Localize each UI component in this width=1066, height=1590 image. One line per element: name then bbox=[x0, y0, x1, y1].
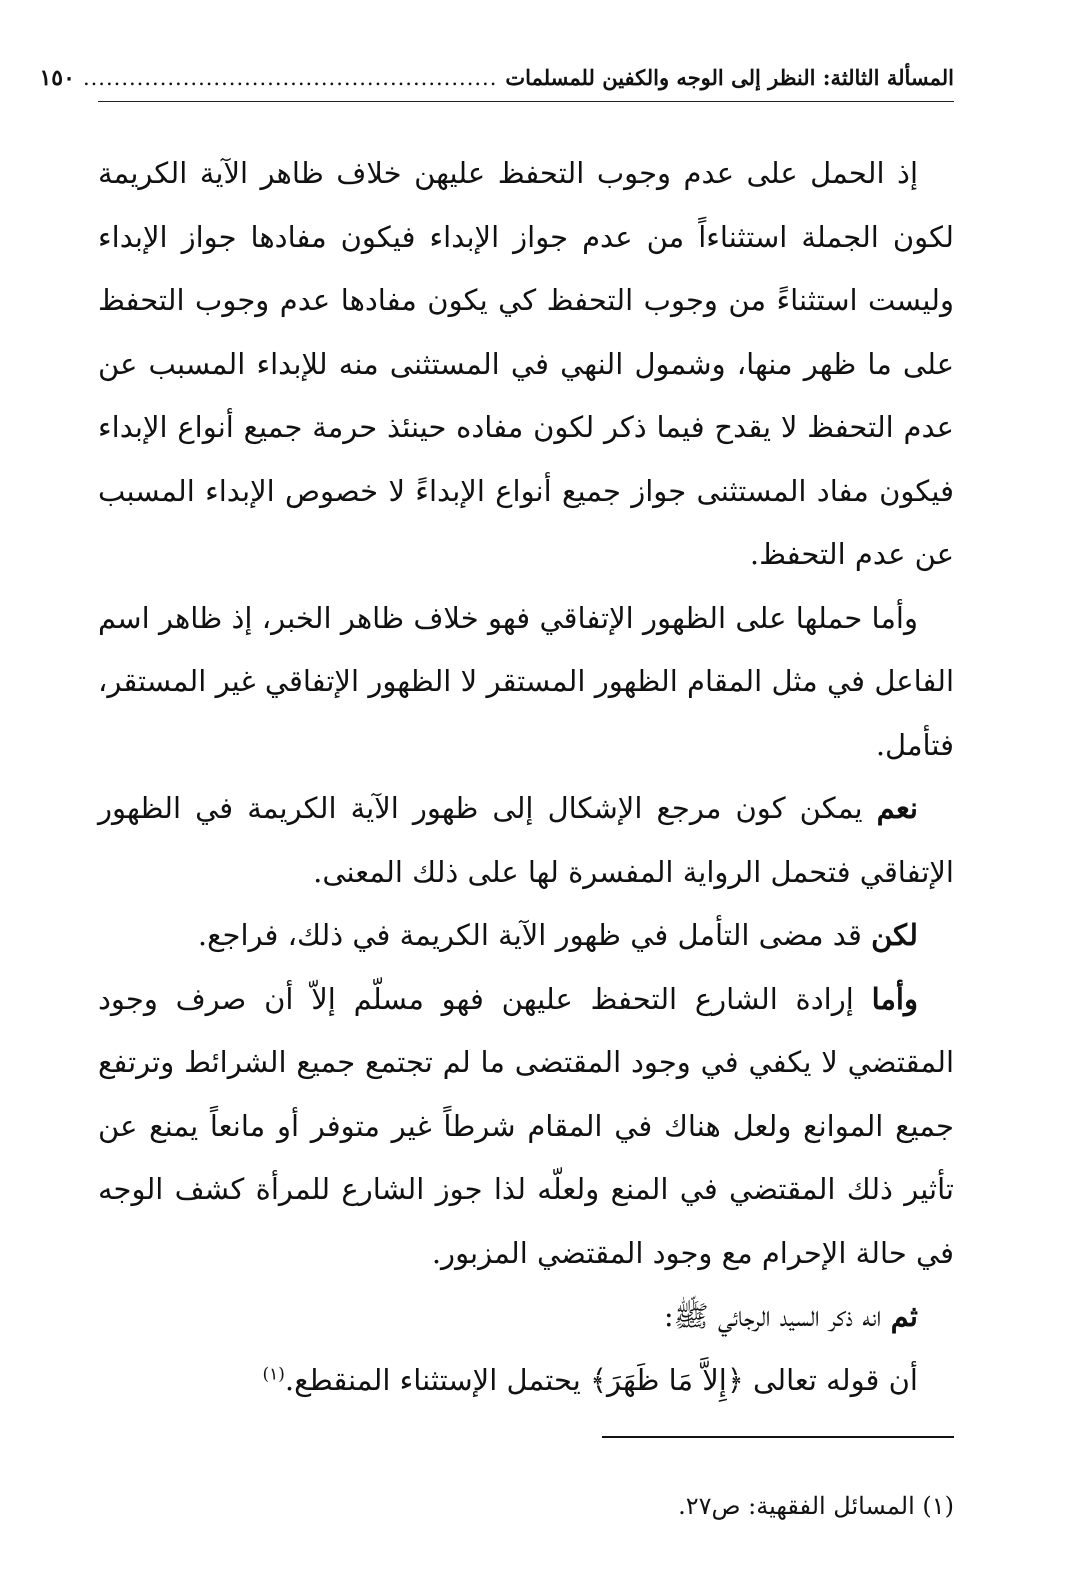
footnote bbox=[98, 1486, 954, 1526]
paragraph-text: إرادة الشارع التحفظ عليهن فهو مسلّم إلاّ أن صرف وجود المقتضي لا يكفي في وجود المقتضى ما لم تجتمع جميع الشرائط وترتفع جميع الموانع ولعل هناك في المقام شرطاً غير متوفر أو مانعاً يمنع عن تأثير ذلك المقتضي في المنع ولعلّه لذا جوز الشارع للمرأة كشف الوجه في حالة الإحرام مع وجود المقتضي المزبور. bbox=[98, 981, 954, 1270]
paragraph-text: قد مضى التأمل في ظهور الآية الكريمة في ذلك، فراجع. bbox=[197, 918, 872, 952]
footnote-divider bbox=[602, 1436, 954, 1438]
quote-before: أن قوله تعالى bbox=[743, 1362, 918, 1397]
paragraph-1 bbox=[98, 142, 954, 587]
paragraph-text: إذ الحمل على عدم وجوب التحفظ عليهن خلاف ظاهر الآية الكريمة لكون الجملة استثناءاً من عدم جواز الإبداء فيكون مفادها جواز الإبداء وليست استثناءً من وجوب التحفظ كي يكون مفادها عدم وجوب التحفظ على ما ظهر منها، وشمول النهي في المستثنى منه للإبداء المسبب عن عدم التحفظ لا يقدح فيما ذكر لكون مفاده حينئذ حرمة جميع أنواع الإبداء فيكون مفاد المستثنى جواز جميع أنواع الإبداءً لا خصوص الإبداء المسبب عن عدم التحفظ. bbox=[98, 156, 954, 571]
paragraph-lead-word: ثم bbox=[890, 1299, 918, 1333]
page-number: ١٥٠ bbox=[39, 64, 75, 91]
paragraph-text: انه ذكر السيد الرجائي ﷺ: bbox=[663, 1299, 891, 1333]
paragraph-4 bbox=[98, 904, 954, 968]
quran-verse: ﴿إِلاَّ مَا ظَهَرَ﴾ bbox=[590, 1362, 744, 1397]
paragraph-lead-word: وأما bbox=[871, 981, 918, 1016]
paragraph-5 bbox=[98, 968, 954, 1286]
paragraph-text: يمكن كون مرجع الإشكال إلى ظهور الآية الكريمة في الظهور الإتفاقي فتحمل الرواية المفسرة لها على ذلك المعنى. bbox=[98, 791, 954, 889]
paragraph-lead-word: نعم bbox=[876, 791, 919, 825]
paragraph-3 bbox=[98, 777, 954, 904]
footnote-reference: (١) bbox=[262, 1363, 285, 1384]
paragraph-2 bbox=[98, 587, 954, 778]
paragraph-lead-word: لكن bbox=[871, 918, 918, 952]
footnote-text: (١) المسائل الفقهية: ص٢٧. bbox=[678, 1492, 954, 1520]
quran-quote-line bbox=[98, 1349, 954, 1413]
header-dot-leader: ...................................................... bbox=[82, 65, 498, 90]
quote-after: يحتمل الإستثناء المنقطع. bbox=[284, 1362, 590, 1397]
paragraph-text: وأما حملها على الظهور الإتفاقي فهو خلاف ظاهر الخبر، إذ ظاهر اسم الفاعل في مثل المقام الظهور المستقر لا الظهور الإتفاقي غير المستقر، فتأمل. bbox=[98, 600, 954, 762]
chapter-title: المسألة الثالثة: النظر إلى الوجه والكفين للمسلمات bbox=[505, 65, 954, 90]
running-header bbox=[39, 60, 954, 102]
paragraph-6 bbox=[98, 1285, 954, 1349]
main-text bbox=[98, 142, 954, 1412]
